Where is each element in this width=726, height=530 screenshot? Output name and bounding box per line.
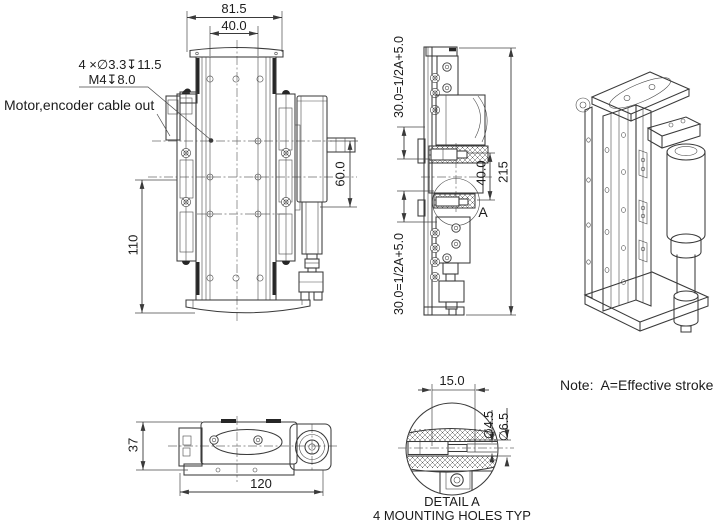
dim-plate-width: 81.5 (221, 1, 247, 16)
dim-length: 120 (250, 476, 272, 491)
front-body (196, 57, 276, 300)
dim-edge-distance: 15.0 (439, 373, 465, 388)
dim-hole-span-side: 40.0 (473, 160, 489, 186)
dim-top-offset: 30.0=1/2A+5.0 (392, 35, 406, 119)
detail-a-label: A (478, 204, 488, 220)
dim-bottom-offset: 30.0=1/2A+5.0 (392, 232, 406, 316)
front-motor (297, 96, 355, 300)
dim-overall-height: 215 (495, 161, 511, 183)
counterbore-spec-callout: 4 ×∅3.3↧11.5 (78, 57, 162, 72)
isometric-view (576, 72, 708, 332)
hole-spec-leader (79, 87, 211, 140)
detail-a-caption: DETAIL A (424, 494, 480, 509)
iso-motor (667, 144, 705, 332)
annotations (4, 1, 714, 523)
dim-counterbore: ∅6.5 (497, 412, 511, 442)
dim-depth: 37 (125, 437, 141, 453)
thread-spec-callout: M4↧8.0 (88, 72, 136, 87)
cable-leader (157, 114, 170, 136)
top-view (136, 416, 338, 496)
front-top-plate (190, 48, 283, 58)
detail-a-subcaption: 4 MOUNTING HOLES TYP (373, 508, 531, 523)
effective-stroke-note: Note: A=Effective stroke (560, 377, 714, 393)
dim-through-hole: ∅4.5 (482, 410, 496, 440)
front-base (186, 300, 310, 313)
cable-note-label: Motor,encoder cable out (4, 97, 155, 113)
dim-motor-length: 60.0 (332, 161, 348, 187)
dim-body-height: 110 (125, 234, 141, 256)
dim-hole-span-front: 40.0 (221, 18, 247, 33)
